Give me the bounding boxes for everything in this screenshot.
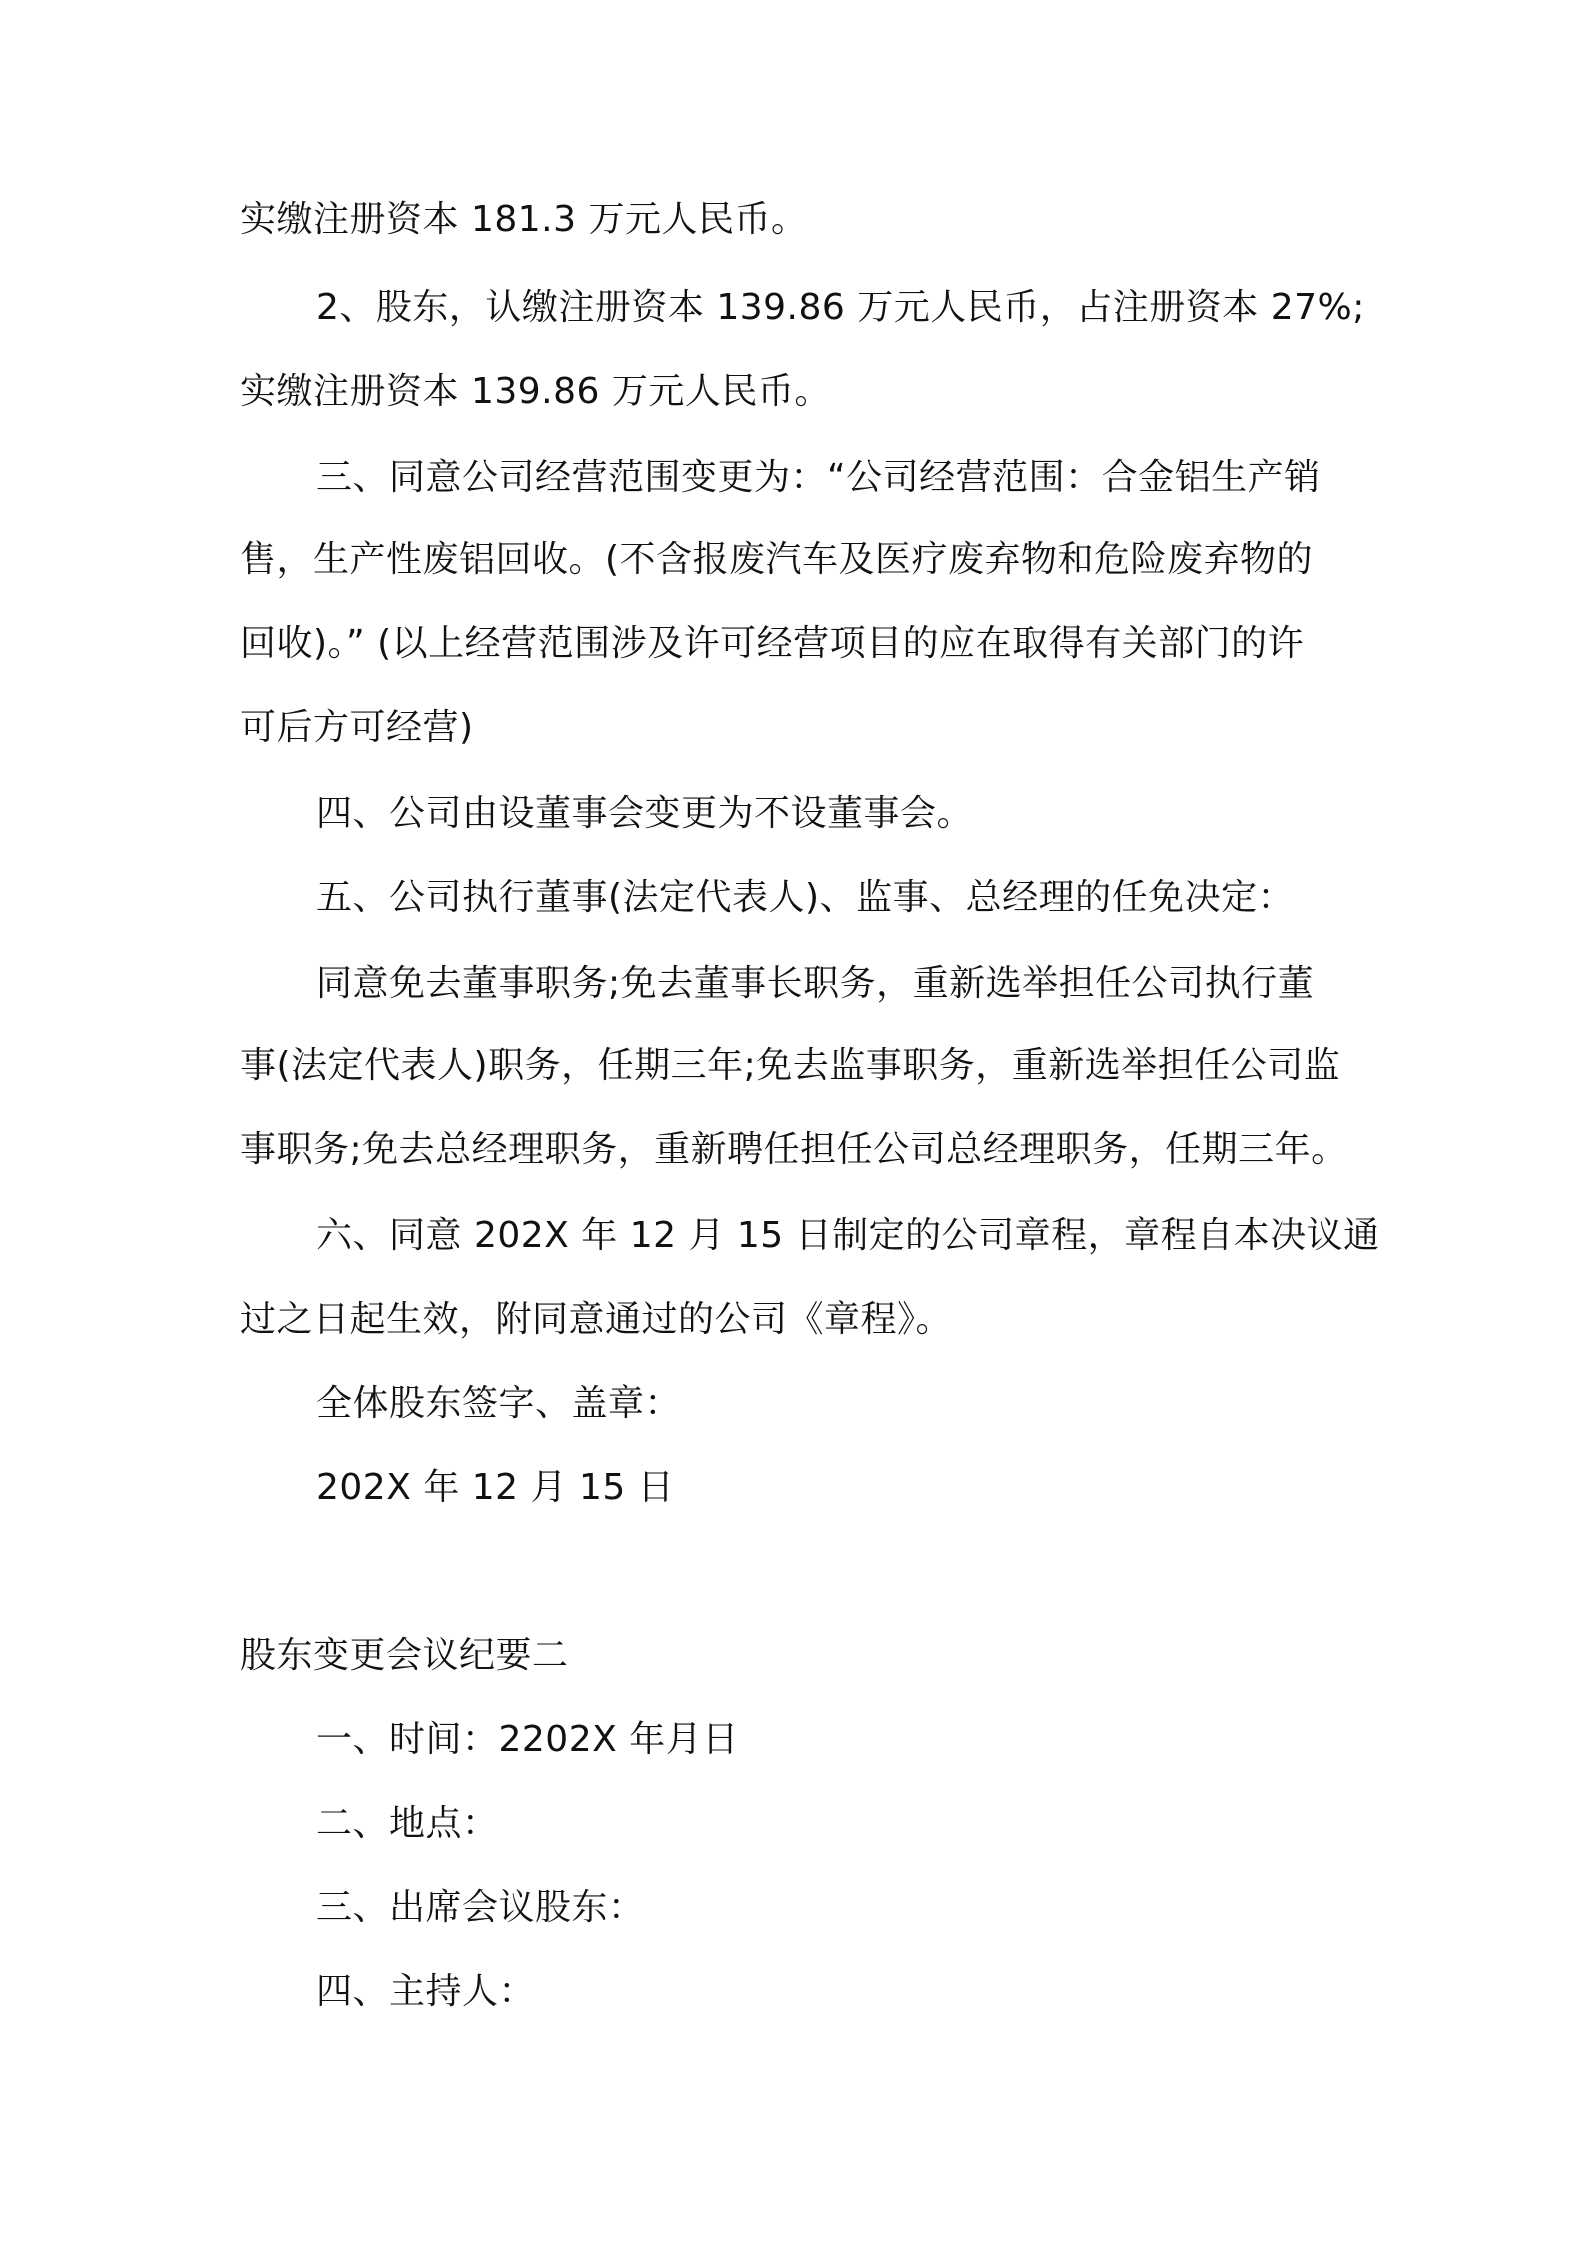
section-heading: 股东变更会议纪要二 xyxy=(240,1635,569,1676)
text-line: 六、同意 202X 年 12 月 15 日制定的公司章程，章程自本决议通 xyxy=(316,1215,1380,1256)
text-line: 实缴注册资本 181.3 万元人民币。 xyxy=(240,199,808,240)
text-line: 五、公司执行董事(法定代表人)、监事、总经理的任免决定： xyxy=(316,877,1295,918)
text-line: 事职务;免去总经理职务，重新聘任担任公司总经理职务，任期三年。 xyxy=(240,1129,1348,1170)
text-line: 可后方可经营) xyxy=(240,707,474,748)
text-line: 实缴注册资本 139.86 万元人民币。 xyxy=(240,371,831,412)
text-line: 202X 年 12 月 15 日 xyxy=(316,1467,675,1508)
text-line: 全体股东签字、盖章： xyxy=(316,1383,682,1424)
text-line: 三、同意公司经营范围变更为：“公司经营范围：合金铝生产销 xyxy=(316,457,1321,498)
text-line: 二、地点： xyxy=(316,1803,499,1844)
text-line: 事(法定代表人)职务，任期三年;免去监事职务，重新选举担任公司监 xyxy=(240,1045,1341,1086)
text-line: 过之日起生效，附同意通过的公司《章程》。 xyxy=(240,1299,953,1340)
text-line: 三、出席会议股东： xyxy=(316,1887,645,1928)
text-line: 售，生产性废铝回收。(不含报废汽车及医疗废弃物和危险废弃物的 xyxy=(240,539,1314,580)
text-line: 一、时间：2202X 年月日 xyxy=(316,1719,739,1760)
text-line: 四、公司由设董事会变更为不设董事会。 xyxy=(316,793,974,834)
text-line: 四、主持人： xyxy=(316,1971,536,2012)
text-line: 同意免去董事职务;免去董事长职务，重新选举担任公司执行董 xyxy=(316,963,1315,1004)
text-line: 2、股东，认缴注册资本 139.86 万元人民币，占注册资本 27%; xyxy=(316,287,1365,328)
text-line: 回收)。” (以上经营范围涉及许可经营项目的应在取得有关部门的许 xyxy=(240,623,1305,664)
